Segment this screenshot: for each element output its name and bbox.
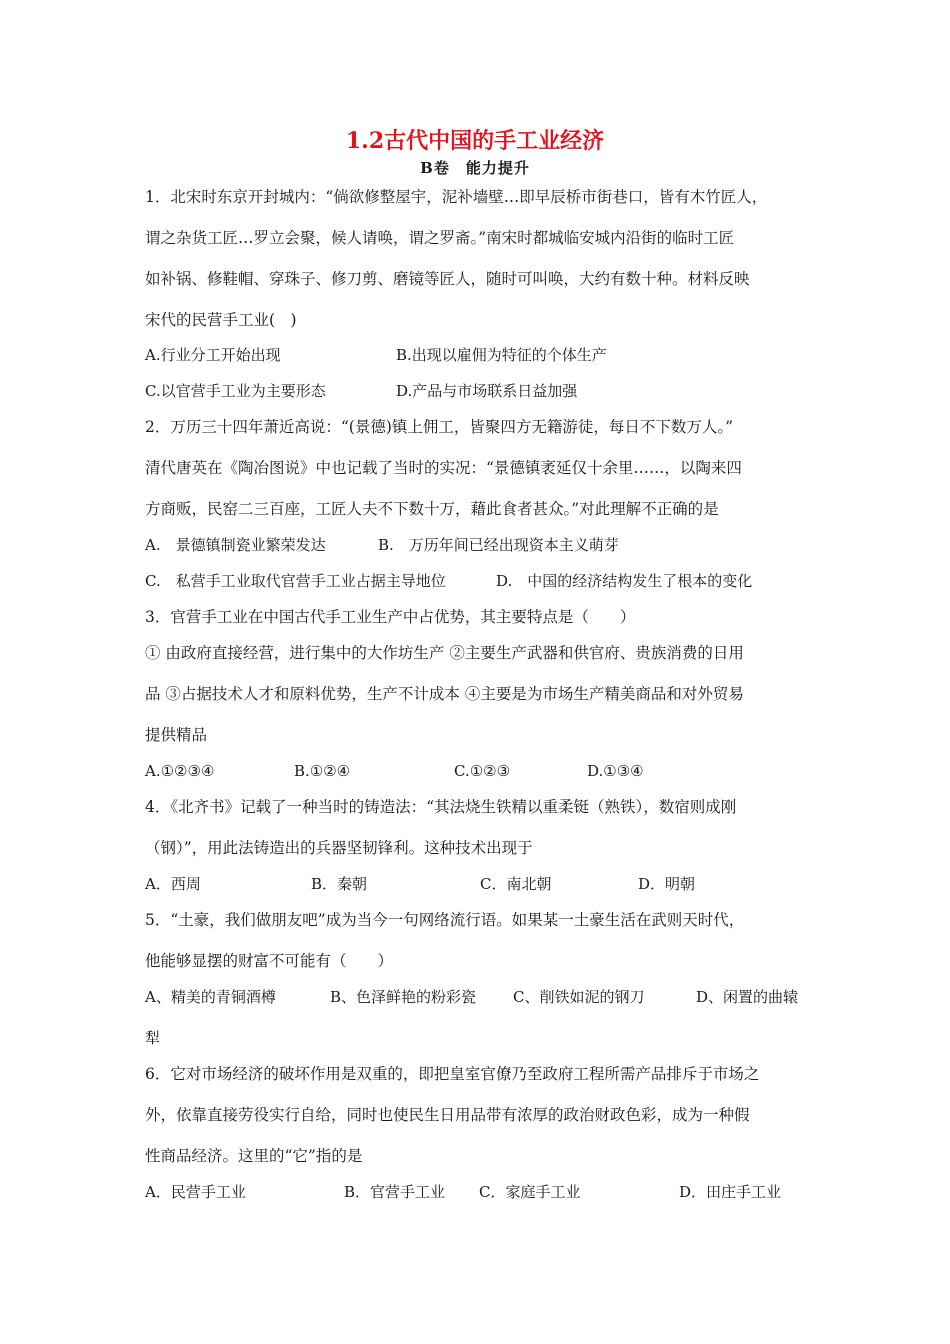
question-1-line: 谓之杂货工匠…罗立会聚，候人请唤，谓之罗斋。”南宋时都城临安城内沿街的临时工匠 bbox=[145, 229, 735, 247]
question-1-option-c: C.以官营手工业为主要形态 bbox=[145, 382, 326, 400]
question-1-option-a: A.行业分工开始出现 bbox=[145, 346, 281, 364]
question-2-option-c: C. 私营手工业取代官营手工业占据主导地位 bbox=[145, 572, 446, 590]
page-title: 1.2古代中国的手工业经济 bbox=[345, 128, 605, 154]
question-4-option-c: C．南北朝 bbox=[480, 875, 552, 893]
question-3-line: 品 ③占据技术人才和原料优势，生产不计成本 ④主要是为市场生产精美商品和对外贸易 bbox=[145, 685, 744, 703]
question-5-option-b: B、色泽鲜艳的粉彩瓷 bbox=[330, 988, 477, 1006]
question-1-line: 宋代的民营手工业( ) bbox=[145, 311, 297, 329]
question-6-line: 性商品经济。这里的“它”指的是 bbox=[145, 1147, 363, 1165]
question-5-option-a: A、精美的青铜酒樽 bbox=[145, 988, 276, 1006]
question-5-line: 他能够显摆的财富不可能有（ ） bbox=[145, 952, 394, 970]
question-3-line: ① 由政府直接经营，进行集中的大作坊生产 ②主要生产武器和供官府、贵族消费的日用 bbox=[145, 644, 744, 662]
question-2-option-b: B. 万历年间已经出现资本主义萌芽 bbox=[378, 536, 619, 554]
question-6-option-d: D．田庄手工业 bbox=[679, 1183, 782, 1201]
question-4-option-b: B．秦朝 bbox=[311, 875, 368, 893]
page-subtitle: B卷 能力提升 bbox=[420, 159, 530, 177]
question-6-option-b: B．官营手工业 bbox=[344, 1183, 446, 1201]
question-5-option-c: C、削铁如泥的钢刀 bbox=[513, 988, 645, 1006]
question-4-option-a: A．西周 bbox=[145, 875, 201, 893]
question-5-option-d-wrap: 犁 bbox=[145, 1029, 161, 1047]
question-2-line: 2．万历三十四年萧近高说：“(景德)镇上佣工，皆聚四方无籍游徒，每日不下数万人。” bbox=[145, 418, 734, 436]
question-3-option-d: D.①③④ bbox=[587, 762, 644, 780]
question-3-line: 提供精品 bbox=[145, 726, 208, 744]
question-2-option-a: A. 景德镇制瓷业繁荣发达 bbox=[145, 536, 326, 554]
question-5-option-d: D、闲置的曲辕 bbox=[696, 988, 799, 1006]
question-3-line: 3．官营手工业在中国古代手工业生产中占优势，其主要特点是（ ） bbox=[145, 608, 636, 626]
question-1-option-d: D.产品与市场联系日益加强 bbox=[396, 382, 578, 400]
question-4-option-d: D．明朝 bbox=[638, 875, 696, 893]
question-5-line: 5．“土豪，我们做朋友吧”成为当今一句网络流行语。如果某一土豪生活在武则天时代， bbox=[145, 911, 745, 929]
question-3-option-b: B.①②④ bbox=[294, 762, 351, 780]
question-3-option-a: A.①②③④ bbox=[145, 762, 215, 780]
question-2-option-d: D. 中国的经济结构发生了根本的变化 bbox=[496, 572, 753, 590]
question-4-line: 4．《北齐书》记载了一种当时的铸造法：“其法烧生铁精以重柔铤（熟铁），数宿则成刚 bbox=[145, 798, 737, 816]
question-2-line: 清代唐英在《陶冶图说》中也记载了当时的实况：“景德镇袤延仅十余里……，以陶来四 bbox=[145, 459, 742, 477]
question-6-option-c: C．家庭手工业 bbox=[479, 1183, 581, 1201]
question-6-line: 外，依靠直接劳役实行自给，同时也使民生日用品带有浓厚的政治财政色彩，成为一种假 bbox=[145, 1106, 750, 1124]
question-4-line: （钢）”，用此法铸造出的兵器坚韧锋利。这种技术出现于 bbox=[145, 839, 533, 857]
question-2-line: 方商贩，民窑二三百座，工匠人夫不下数十万，藉此食者甚众。”对此理解不正确的是 bbox=[145, 500, 719, 518]
question-3-option-c: C.①②③ bbox=[454, 762, 511, 780]
question-6-option-a: A．民营手工业 bbox=[145, 1183, 246, 1201]
question-1-line: 如补锅、修鞋帽、穿珠子、修刀剪、磨镜等匠人，随时可叫唤，大约有数十种。材料反映 bbox=[145, 270, 750, 288]
question-6-line: 6．它对市场经济的破坏作用是双重的，即把皇室官僚乃至政府工程所需产品排斥于市场之 bbox=[145, 1065, 760, 1083]
question-1-option-b: B.出现以雇佣为特征的个体生产 bbox=[396, 346, 607, 364]
question-1-line: 1．北宋时东京开封城内：“倘欲修整屋宇，泥补墙壁…即早辰桥市街巷口，皆有木竹匠人， bbox=[145, 188, 768, 206]
